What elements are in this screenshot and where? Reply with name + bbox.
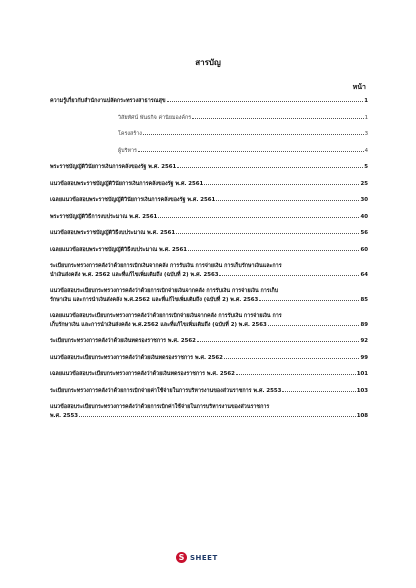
toc-page-number: 4 [364,147,368,154]
toc-entry-text: เฉลยแนวข้อสอบพระราชบัญญัติวิธีงบประมาณ พ.ศ. 2561 [50,246,188,253]
toc-entry[interactable] [50,287,368,304]
toc-entry[interactable] [50,196,368,205]
dot-leader [216,200,359,201]
toc-title: สารบัญ [195,58,221,67]
toc-page-number: 99 [360,354,368,361]
toc-entry[interactable] [50,312,368,329]
toc-entry-text: เฉลยแนวข้อสอบระเบียบกระทรวงการคลังว่าด้วยการเบิกจ่ายเงินจากคลัง การรับเงิน การจ่ายเงิน การ [50,313,282,319]
toc-entry[interactable] [50,370,368,379]
toc-page-number: 85 [360,296,368,303]
dot-leader [219,275,359,276]
dot-leader [177,167,363,168]
dot-leader [268,325,360,326]
toc-page-number: 40 [360,213,368,220]
dot-leader [138,151,364,152]
dot-leader [197,341,360,342]
toc-entry[interactable] [118,114,368,123]
dot-leader [204,184,359,185]
table-of-contents [50,97,368,420]
toc-entry[interactable] [50,246,368,255]
toc-entry-text: แนวข้อสอบระเบียบกระทรวงการคลังว่าด้วยเงินทดรองราชการ พ.ศ. 2562 [50,354,223,361]
toc-page-number: 1 [364,98,368,104]
dot-leader [224,358,360,359]
page-column-header: หน้า [352,83,366,91]
toc-page-number: 103 [356,387,368,394]
toc-entry[interactable] [50,387,368,396]
dot-leader [79,416,356,417]
toc-entry[interactable] [50,403,368,420]
toc-entry-text: เฉลยแนวข้อสอบระเบียบกระทรวงการคลังว่าด้วยเงินทดรองราชการ พ.ศ. 2562 [50,371,235,377]
toc-page-number: 64 [360,271,368,278]
toc-entry-text: ระเบียบกระทรวงการคลังว่าด้วยการเบิกเงินจากคลัง การรับเงิน การจ่ายเงิน การเก็บรักษาเงินและการ [50,263,282,269]
toc-page-number: 108 [356,412,368,419]
dot-leader [167,101,364,102]
toc-entry-text: แนวข้อสอบระเบียบกระทรวงการคลังว่าด้วยการเบิกค่าใช้จ่ายในการบริหารงานของส่วนราชการ [50,404,270,410]
toc-entry-text: พระราชบัญญัติวินัยการเงินการคลังของรัฐ พ.ศ. 2561 [50,164,177,170]
toc-page-number: 89 [360,321,368,328]
toc-entry-text: รักษาเงิน และการนำเงินส่งคลัง พ.ศ.2562 และที่แก้ไขเพิ่มเติมถึง (ฉบับที่ 2) พ.ศ. 2563 [50,296,259,303]
toc-entry-text: เก็บรักษาเงิน และการนำเงินส่งคลัง พ.ศ.2562 และที่แก้ไขเพิ่มเติมถึง (ฉบับที่ 2) พ.ศ. 2563 [50,321,267,328]
toc-page-number: 3 [364,131,368,137]
toc-entry[interactable] [118,130,368,139]
toc-page-number: 1 [364,114,368,121]
toc-entry-text: ความรู้เกี่ยวกับสำนักงานปลัดกระทรวงสาธารณสุข [50,98,166,104]
toc-page-number: 30 [360,197,368,203]
dot-leader [259,300,359,301]
dot-leader [158,217,359,218]
toc-page-number: 101 [356,371,368,377]
toc-entry-text: โครงสร้าง [118,131,142,137]
toc-page-number: 5 [364,164,368,170]
toc-entry[interactable] [50,97,368,106]
toc-entry[interactable] [50,337,368,346]
toc-entry-text: แนวข้อสอบระเบียบกระทรวงการคลังว่าด้วยการเบิกจ่ายเงินจากคลัง การรับเงิน การจ่ายเงิน การเก็บ [50,288,279,294]
toc-entry[interactable] [50,213,368,222]
toc-entry-text: ระเบียบกระทรวงการคลังว่าด้วยเงินทดรองราชการ พ.ศ. 2562 [50,338,196,344]
toc-entry-text: พระราชบัญญัติวิธีการงบประมาณ พ.ศ. 2561 [50,213,158,220]
dot-leader [282,391,355,392]
dot-leader [143,134,364,135]
toc-entry-text: วิสัยทัศน์ พันธกิจ ค่านิยมองค์กร [118,114,192,121]
toc-entry-text: แนวข้อสอบพระราชบัญญัติวิธีงบประมาณ พ.ศ. 2561 [50,230,176,236]
dot-leader [176,233,359,234]
toc-entry-text: เฉลยแนวข้อสอบพระราชบัญญัติวินัยการเงินการคลังของรัฐ พ.ศ. 2561 [50,197,216,203]
footer-logo [176,552,218,563]
brand-name: SHEET [190,553,218,562]
toc-page-number: 56 [360,230,368,236]
toc-page-number: 25 [360,180,368,187]
toc-entry[interactable] [50,354,368,363]
dot-leader [192,118,363,119]
toc-entry-text: ผู้บริหาร [118,147,137,154]
toc-entry-text: นำเงินส่งคลัง พ.ศ. 2562 และที่แก้ไขเพิ่มเติมถึง (ฉบับที่ 2) พ.ศ. 2563 [50,271,219,278]
toc-entry-text: แนวข้อสอบพระราชบัญญัติวินัยการเงินการคลังของรัฐ พ.ศ. 2561 [50,180,204,187]
toc-entry[interactable] [50,262,368,279]
dot-leader [188,250,359,251]
toc-page-number: 60 [360,246,368,253]
toc-page-number: 92 [360,338,368,344]
toc-entry[interactable] [50,229,368,238]
toc-entry[interactable] [50,180,368,189]
toc-entry-text: พ.ศ. 2553 [50,412,78,419]
sheet-logo-icon: S [176,552,187,563]
toc-entry[interactable] [50,163,368,172]
toc-entry-text: ระเบียบกระทรวงการคลังว่าด้วยการเบิกจ่ายค่าใช้จ่ายในการบริหารงานของส่วนราชการ พ.ศ. 2553 [50,387,282,394]
toc-entry[interactable] [118,147,368,156]
dot-leader [236,374,356,375]
